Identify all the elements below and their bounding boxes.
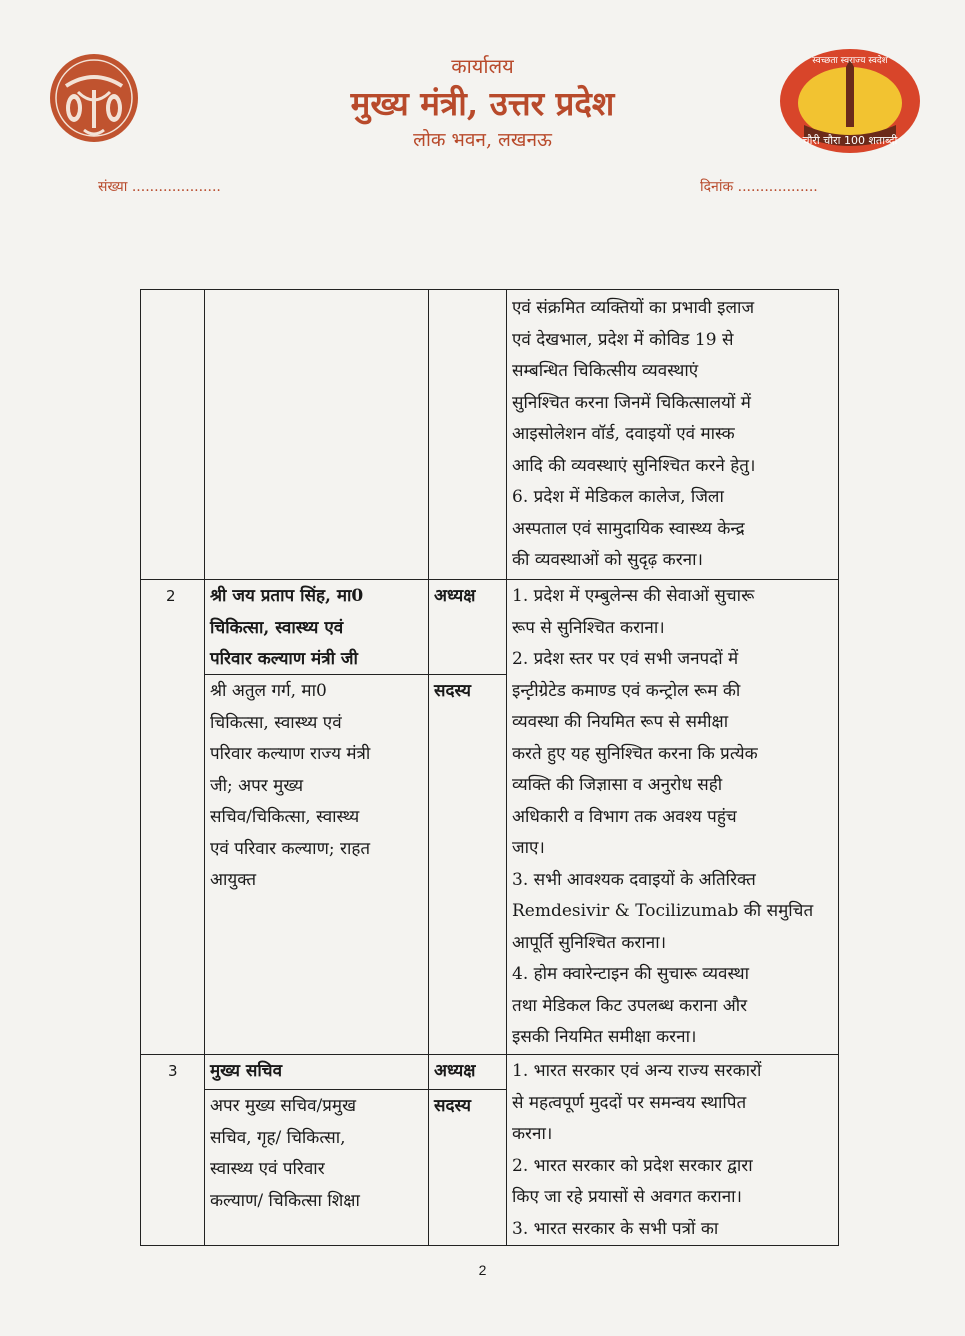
row-member-role: सदस्य — [434, 681, 471, 701]
row-serial: 3 — [168, 1062, 178, 1080]
row-continuation-duties: एवं संक्रमित व्यक्तियों का प्रभावी इलाज एवं देखभाल, प्रदेश में कोविड 19 से सम्बन्धित चिकित्सीय व्यवस्थाएं सुनिश्चित करना जिनमें चिकित्सालयों में आइसोलेशन वॉर्ड, दवाइयों एवं मास्क आदि की व्यवस्थाएं सुनिश्चित करने हेतु। 6. प्रदेश में मेडिकल कालेज, जिला अस्पताल एवं सामुदायिक स्वास्थ्य केन्द्र की व्यवस्थाओं को सुदृढ़ करना। — [512, 298, 756, 570]
committee-table — [140, 289, 839, 1246]
row-chairperson: मुख्य सचिव — [210, 1061, 283, 1081]
row-chair-role: अध्यक्ष — [434, 586, 476, 606]
row-chair-role: अध्यक्ष — [434, 1061, 476, 1081]
office-address: लोक भवन, लखनऊ — [413, 129, 552, 151]
seal-bottom-text: चौरी चौरा 100 शताब्दी — [802, 134, 898, 147]
row-members: अपर मुख्य सचिव/प्रमुख सचिव, गृह/ चिकित्सा, स्वास्थ्य एवं परिवार कल्याण/ चिकित्सा शिक्षा — [210, 1096, 360, 1211]
row-duties: 1. भारत सरकार एवं अन्य राज्य सरकारों से महत्वपूर्ण मुददों पर समन्वय स्थापित करना। 2. भारत सरकार को प्रदेश सरकार द्वारा किए जा रहे प्रयासों से अवगत कराना। 3. भारत सरकार के सभी पत्रों का — [512, 1061, 762, 1239]
row-members: श्री अतुल गर्ग, मा0 चिकित्सा, स्वास्थ्य एवं परिवार कल्याण राज्य मंत्री जी; अपर मुख्य सचिव/चिकित्सा, स्वास्थ्य एवं परिवार कल्याण; राहत आयुक्त — [210, 681, 371, 890]
row-member-role: सदस्य — [434, 1096, 471, 1116]
row-chairperson: श्री जय प्रताप सिंह, मा0 चिकित्सा, स्वास्थ्य एवं परिवार कल्याण मंत्री जी — [210, 586, 364, 669]
office-label: कार्यालय — [451, 54, 514, 78]
seal-top-text: स्वच्छता स्वराज्य स्वदेश — [812, 56, 888, 66]
row-serial: 2 — [166, 587, 176, 605]
date-field: दिनांक .................. — [700, 179, 818, 195]
row-duties: 1. प्रदेश में एम्बुलेन्स की सेवाओं सुचारू रूप से सुनिश्चित कराना। 2. प्रदेश स्तर पर एवं सभी जनपदों में इन्टीग्रेटेड कमाण्ड एवं कन्ट्रोल रूम की व्यवस्था की नियमित रूप से समीक्षा करते हुए यह सुनिश्चित करना कि प्रत्येक व्यक्ति की जिज्ञासा व अनुरोध सही अधिकारी व विभाग तक अवश्य पहुंच जाए। 3. सभी आवश्यक दवाइयों के अतिरिक्त Remdesivir & Tocilizumab की समुचित आपूर्ति सुनिश्चित कराना। 4. होम क्वारेन्टाइन की सुचारू व्यवस्था तथा मेडिकल किट उपलब्ध कराना और इसकी नियमित समीक्षा करना। — [512, 586, 814, 1047]
office-title: मुख्य मंत्री, उत्तर प्रदेश — [350, 84, 615, 123]
reference-number: संख्या .................... — [98, 179, 221, 195]
page-number: 2 — [478, 1262, 487, 1278]
